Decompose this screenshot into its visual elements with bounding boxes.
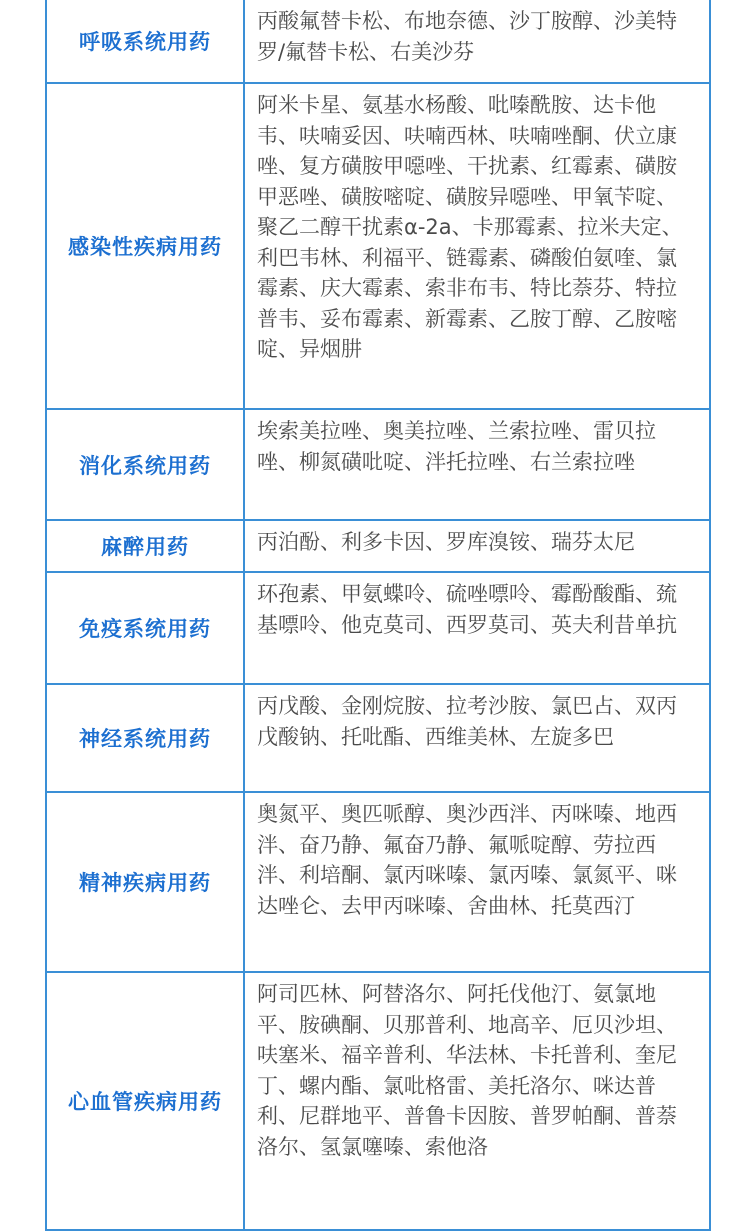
drug-list-cell: 阿司匹林、阿替洛尔、阿托伐他汀、氨氯地平、胺碘酮、贝那普利、地高辛、厄贝沙坦、呋塞米、福辛普利、华法林、卡托普利、奎尼丁、螺内酯、氯吡格雷、美托洛尔、咪达普利、尼群地平、普鲁卡因胺、普罗帕酮、普萘洛尔、氢氯噻嗪、索他洛	[244, 972, 710, 1230]
table-row	[46, 409, 710, 520]
table-row	[46, 83, 710, 409]
drug-list-cell: 环孢素、甲氨蝶呤、硫唑嘌呤、霉酚酸酯、巯基嘌呤、他克莫司、西罗莫司、英夫利昔单抗	[244, 572, 710, 684]
category-cell: 免疫系统用药	[46, 572, 244, 684]
table-row	[46, 572, 710, 684]
drug-list-cell: 埃索美拉唑、奥美拉唑、兰索拉唑、雷贝拉唑、柳氮磺吡啶、泮托拉唑、右兰索拉唑	[244, 409, 710, 520]
table-row	[46, 972, 710, 1230]
category-cell: 呼吸系统用药	[46, 0, 244, 83]
table-row	[46, 0, 710, 83]
table-row	[46, 520, 710, 572]
category-cell: 心血管疾病用药	[46, 972, 244, 1230]
drug-list-cell: 丙戊酸、金刚烷胺、拉考沙胺、氯巴占、双丙戊酸钠、托吡酯、西维美林、左旋多巴	[244, 684, 710, 792]
table-row	[46, 684, 710, 792]
category-cell: 消化系统用药	[46, 409, 244, 520]
drug-category-table	[45, 0, 711, 1231]
category-cell: 精神疾病用药	[46, 792, 244, 972]
table-row	[46, 792, 710, 972]
drug-list-cell: 丙泊酚、利多卡因、罗库溴铵、瑞芬太尼	[244, 520, 710, 572]
category-cell: 神经系统用药	[46, 684, 244, 792]
category-cell: 麻醉用药	[46, 520, 244, 572]
drug-list-cell: 阿米卡星、氨基水杨酸、吡嗪酰胺、达卡他韦、呋喃妥因、呋喃西林、呋喃唑酮、伏立康唑、复方磺胺甲噁唑、干扰素、红霉素、磺胺甲恶唑、磺胺嘧啶、磺胺异噁唑、甲氧苄啶、聚乙二醇干扰素α-2a、卡那霉素、拉米夫定、利巴韦林、利福平、链霉素、磷酸伯氨喹、氯霉素、庆大霉素、索非布韦、特比萘芬、特拉普韦、妥布霉素、新霉素、乙胺丁醇、乙胺嘧啶、异烟肼	[244, 83, 710, 409]
drug-list-cell: 奥氮平、奥匹哌醇、奥沙西泮、丙咪嗪、地西泮、奋乃静、氟奋乃静、氟哌啶醇、劳拉西泮、利培酮、氯丙咪嗪、氯丙嗪、氯氮平、咪达唑仑、去甲丙咪嗪、舍曲林、托莫西汀	[244, 792, 710, 972]
category-cell: 感染性疾病用药	[46, 83, 244, 409]
drug-list-cell: 丙酸氟替卡松、布地奈德、沙丁胺醇、沙美特罗/氟替卡松、右美沙芬	[244, 0, 710, 83]
